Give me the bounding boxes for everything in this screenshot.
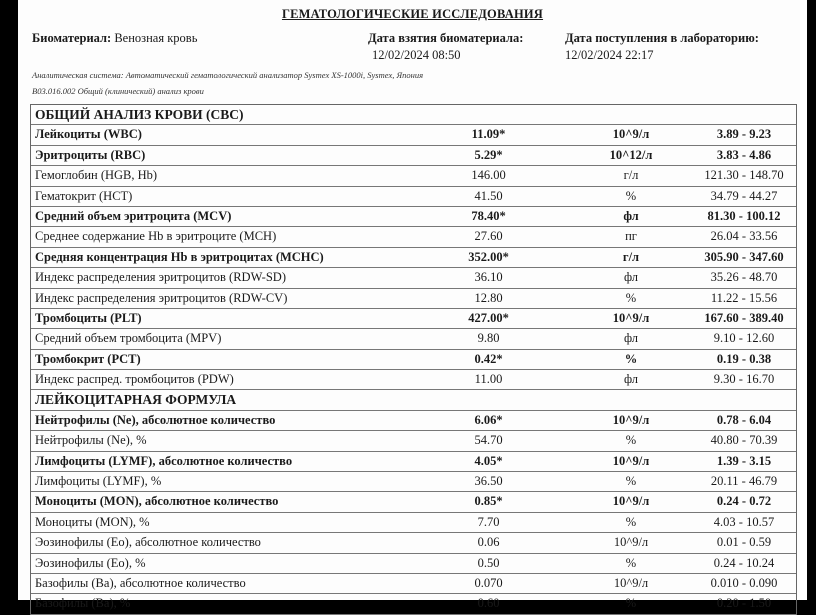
table-row	[31, 492, 796, 512]
reference-range: 167.60 - 389.40	[704, 310, 784, 325]
section-header	[31, 390, 796, 410]
test-name: Лейкоциты (WBC)	[35, 127, 142, 142]
table-row	[31, 472, 796, 492]
test-name: Моноциты (MON), %	[35, 514, 150, 529]
test-name: Нейтрофилы (Ne), %	[35, 433, 147, 448]
test-unit: 10^9/л	[612, 127, 650, 142]
table-row	[31, 411, 796, 431]
reference-range: 11.22 - 15.56	[710, 290, 778, 305]
collection-date-label: Дата взятия биоматериала:	[368, 31, 524, 45]
table-row	[31, 554, 796, 574]
test-name: Средний объем эритроцита (MCV)	[35, 208, 232, 223]
test-value: 0.06	[477, 535, 500, 550]
test-unit: %	[625, 555, 637, 570]
test-unit: г/л	[623, 168, 639, 183]
test-name: Гематокрит (HCT)	[35, 188, 133, 203]
reference-range: 0.24 - 10.24	[713, 555, 775, 570]
test-name: Лимфоциты (LYMF), %	[35, 474, 162, 489]
table-row	[31, 513, 796, 533]
test-value: 5.29*	[474, 147, 503, 162]
test-value: 9.80	[477, 331, 500, 346]
test-value: 0.60	[477, 596, 500, 611]
reference-range: 0.24 - 0.72	[716, 494, 772, 509]
section-header	[31, 105, 796, 125]
test-unit: 10^9/л	[612, 494, 650, 509]
lab-report-sheet	[18, 0, 807, 611]
report-title: ГЕМАТОЛОГИЧЕСКИЕ ИССЛЕДОВАНИЯ	[281, 7, 544, 21]
table-row	[31, 574, 796, 594]
test-name: Среднее содержание Hb в эритроците (MCH)	[35, 229, 277, 244]
test-unit: %	[625, 188, 637, 203]
reference-range: 121.30 - 148.70	[704, 168, 784, 183]
reference-range: 0.20 - 1.50	[716, 596, 772, 611]
table-row	[31, 431, 796, 451]
test-value: 36.10	[474, 270, 503, 285]
test-name: Базофилы (Ba), %	[35, 596, 131, 611]
test-unit: 10^9/л	[613, 535, 649, 550]
collection-date-value: 12/02/2024 08:50	[372, 48, 461, 62]
reference-range: 9.10 - 12.60	[713, 331, 775, 346]
reference-range: 0.010 - 0.090	[710, 575, 778, 590]
test-unit: 10^9/л	[612, 412, 650, 427]
test-value: 427.00*	[468, 310, 509, 325]
analyzer-system-line: Аналитическая система: Автоматический гематологический анализатор Sysmex XS-1000i, Sysmex, Япония	[32, 70, 424, 80]
reference-range: 40.80 - 70.39	[710, 433, 778, 448]
test-name: Средний объем тромбоцита (MPV)	[35, 331, 222, 346]
test-name: Эозинофилы (Eo), %	[35, 555, 146, 570]
test-name: Гемоглобин (HGB, Hb)	[35, 168, 158, 183]
received-date-value: 12/02/2024 22:17	[565, 48, 654, 62]
table-row	[31, 268, 796, 288]
test-value: 12.80	[474, 290, 503, 305]
test-name: Индекс распределения эритроцитов (RDW-SD)	[35, 270, 286, 285]
test-name: Тромбокрит (PCT)	[35, 351, 141, 366]
test-unit: %	[624, 351, 638, 366]
test-name: Базофилы (Ba), абсолютное количество	[35, 575, 246, 590]
table-row	[31, 329, 796, 349]
collection-date-block	[368, 31, 523, 63]
section-title: ОБЩИЙ АНАЛИЗ КРОВИ (CBC)	[35, 107, 244, 122]
test-name: Индекс распред. тромбоцитов (PDW)	[35, 372, 234, 387]
table-row	[31, 227, 796, 247]
test-value: 7.70	[477, 514, 500, 529]
test-value: 0.50	[477, 555, 500, 570]
table-row	[31, 125, 796, 145]
table-row	[31, 207, 796, 227]
reference-range: 0.01 - 0.59	[716, 535, 772, 550]
received-date-label: Дата поступления в лабораторию:	[565, 31, 759, 45]
reference-range: 9.30 - 16.70	[713, 372, 775, 387]
table-row	[31, 533, 796, 553]
test-name: Индекс распределения эритроцитов (RDW-CV)	[35, 290, 288, 305]
test-unit: пг	[625, 229, 637, 244]
test-name: Эозинофилы (Eo), абсолютное количество	[35, 535, 261, 550]
reference-range: 1.39 - 3.15	[716, 453, 772, 468]
test-unit: 10^9/л	[613, 575, 649, 590]
table-row	[31, 350, 796, 370]
test-unit: %	[625, 290, 637, 305]
reference-range: 26.04 - 33.56	[710, 229, 778, 244]
table-row	[31, 187, 796, 207]
table-row	[31, 309, 796, 329]
test-value: 27.60	[474, 229, 503, 244]
test-value: 11.00	[474, 372, 503, 387]
reference-range: 3.89 - 9.23	[716, 127, 772, 142]
test-value: 54.70	[474, 433, 503, 448]
results-table	[30, 104, 797, 615]
test-name: Тромбоциты (PLT)	[35, 310, 142, 325]
biomaterial	[32, 31, 197, 46]
table-row	[31, 370, 796, 390]
test-unit: 10^12/л	[609, 147, 653, 162]
reference-range: 35.26 - 48.70	[710, 270, 778, 285]
biomaterial-value: Венозная кровь	[114, 31, 198, 45]
reference-range: 81.30 - 100.12	[707, 208, 781, 223]
reference-range: 3.83 - 4.86	[716, 147, 772, 162]
test-unit: %	[625, 596, 637, 611]
test-unit: фл	[623, 270, 639, 285]
reference-range: 0.19 - 0.38	[716, 351, 772, 366]
test-name: Лимфоциты (LYMF), абсолютное количество	[35, 453, 293, 468]
service-code-line: B03.016.002 Общий (клинический) анализ крови	[32, 86, 204, 96]
test-unit: %	[625, 514, 637, 529]
test-name: Средняя концентрация Hb в эритроцитах (MCHC)	[35, 249, 324, 264]
test-unit: 10^9/л	[612, 310, 650, 325]
reference-range: 305.90 - 347.60	[704, 249, 784, 264]
table-row	[31, 146, 796, 166]
table-row	[31, 166, 796, 186]
reference-range: 34.79 - 44.27	[710, 188, 778, 203]
table-row	[31, 594, 796, 614]
test-unit: г/л	[622, 249, 640, 264]
test-name: Эритроциты (RBC)	[35, 147, 146, 162]
biomaterial-label: Биоматериал:	[32, 31, 112, 45]
table-row	[31, 452, 796, 472]
reference-range: 0.78 - 6.04	[716, 412, 772, 427]
test-unit: фл	[623, 208, 639, 223]
test-value: 0.42*	[474, 351, 503, 366]
test-value: 41.50	[474, 188, 503, 203]
test-value: 36.50	[474, 474, 503, 489]
section-title: ЛЕЙКОЦИТАРНАЯ ФОРМУЛА	[35, 392, 237, 408]
test-value: 11.09*	[471, 127, 506, 142]
test-value: 0.070	[474, 575, 503, 590]
test-name: Моноциты (MON), абсолютное количество	[35, 494, 279, 509]
test-unit: %	[625, 433, 637, 448]
test-value: 146.00	[471, 168, 506, 183]
test-value: 352.00*	[468, 249, 509, 264]
test-unit: фл	[623, 331, 639, 346]
test-value: 4.05*	[474, 453, 503, 468]
test-name: Нейтрофилы (Ne), абсолютное количество	[35, 412, 276, 427]
test-value: 78.40*	[471, 208, 506, 223]
table-row	[31, 289, 796, 309]
test-value: 0.85*	[474, 494, 503, 509]
reference-range: 4.03 - 10.57	[713, 514, 775, 529]
test-unit: 10^9/л	[612, 453, 650, 468]
reference-range: 20.11 - 46.79	[710, 474, 778, 489]
test-unit: фл	[623, 372, 639, 387]
test-unit: %	[625, 474, 637, 489]
received-date-block	[565, 31, 759, 63]
table-row	[31, 248, 796, 268]
test-value: 6.06*	[474, 412, 503, 427]
